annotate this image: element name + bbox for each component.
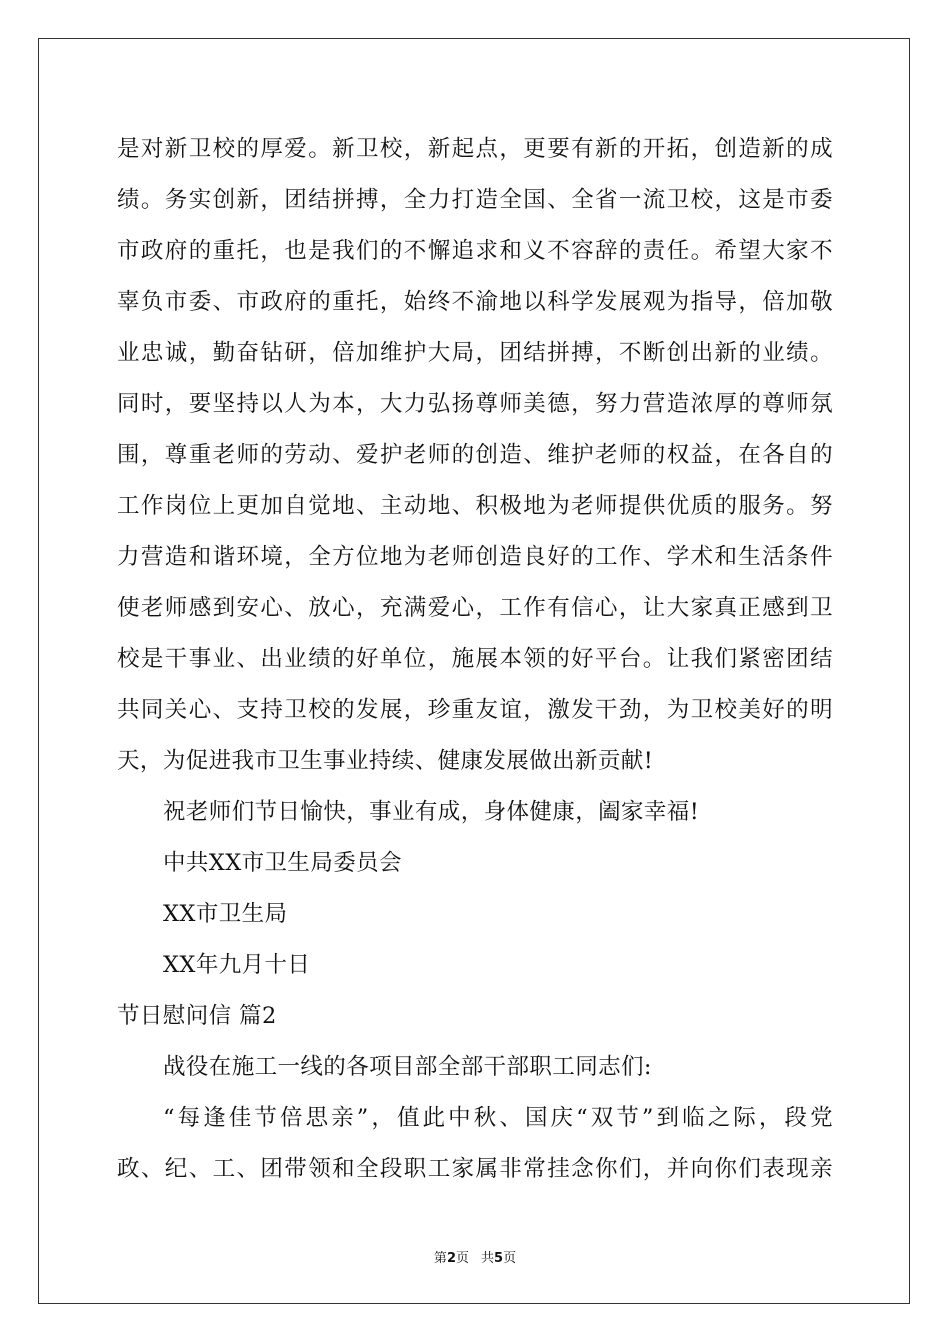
body-line-10: 使老师感到安心、放心，充满爱心，工作有信心，让大家真正感到卫 xyxy=(117,595,833,621)
body-line-13: 天，为促进我市卫生事业持续、健康发展做出新贡献! xyxy=(117,748,654,774)
footer-page-suffix: 页 xyxy=(455,1251,469,1266)
footer-total-prefix: 共 xyxy=(481,1251,495,1266)
signer-committee: 中共XX市卫生局委员会 xyxy=(163,850,402,876)
page-footer xyxy=(0,1250,950,1268)
letter2-line-1: “每逢佳节倍思亲”，值此中秋、国庆“双节”到临之际，段党 xyxy=(163,1105,833,1131)
footer-total-suffix: 页 xyxy=(503,1251,517,1266)
body-line-12: 共同关心、支持卫校的发展，珍重友谊，激发干劲，为卫校美好的明 xyxy=(117,697,833,723)
body-line-7: 围，尊重老师的劳动、爱护老师的创造、维护老师的权益，在各自的 xyxy=(117,442,833,468)
letter2-line-2: 政、纪、工、团带领和全段职工家属非常挂念你们，并向你们表现亲 xyxy=(117,1156,833,1182)
body-line-4: 辜负市委、市政府的重托，始终不渝地以科学发展观为指导，倍加敬 xyxy=(117,289,833,315)
closing-wish: 祝老师们节日愉快，事业有成，身体健康，阖家幸福! xyxy=(163,799,700,825)
signer-bureau: XX市卫生局 xyxy=(163,901,288,927)
signature-date: XX年九月十日 xyxy=(163,952,311,978)
body-line-6: 同时，要坚持以人为本，大力弘扬尊师美德，努力营造浓厚的尊师氛 xyxy=(117,391,833,417)
body-line-9: 力营造和谐环境，全方位地为老师创造良好的工作、学术和生活条件 xyxy=(117,544,833,570)
body-line-5: 业忠诚，勤奋钻研，倍加维护大局，团结拼搏，不断创出新的业绩。 xyxy=(117,340,833,366)
footer-page-number: 2 xyxy=(446,1251,456,1266)
letter2-salutation: 战役在施工一线的各项目部全部干部职工同志们: xyxy=(163,1054,652,1080)
body-line-8: 工作岗位上更加自觉地、主动地、积极地为老师提供优质的服务。努 xyxy=(117,493,833,519)
body-line-3: 市政府的重托，也是我们的不懈追求和义不容辞的责任。希望大家不 xyxy=(117,238,833,264)
body-line-2: 绩。务实创新，团结拼搏，全力打造全国、全省一流卫校，这是市委 xyxy=(117,187,833,213)
body-line-1: 是对新卫校的厚爱。新卫校，新起点，更要有新的开拓，创造新的成 xyxy=(117,136,833,162)
footer-prefix: 第 xyxy=(433,1251,447,1266)
footer-total-pages: 5 xyxy=(494,1251,504,1266)
body-line-11: 校是干事业、出业绩的好单位，施展本领的好平台。让我们紧密团结 xyxy=(117,646,833,672)
section-title: 节日慰问信 篇2 xyxy=(117,1003,277,1029)
